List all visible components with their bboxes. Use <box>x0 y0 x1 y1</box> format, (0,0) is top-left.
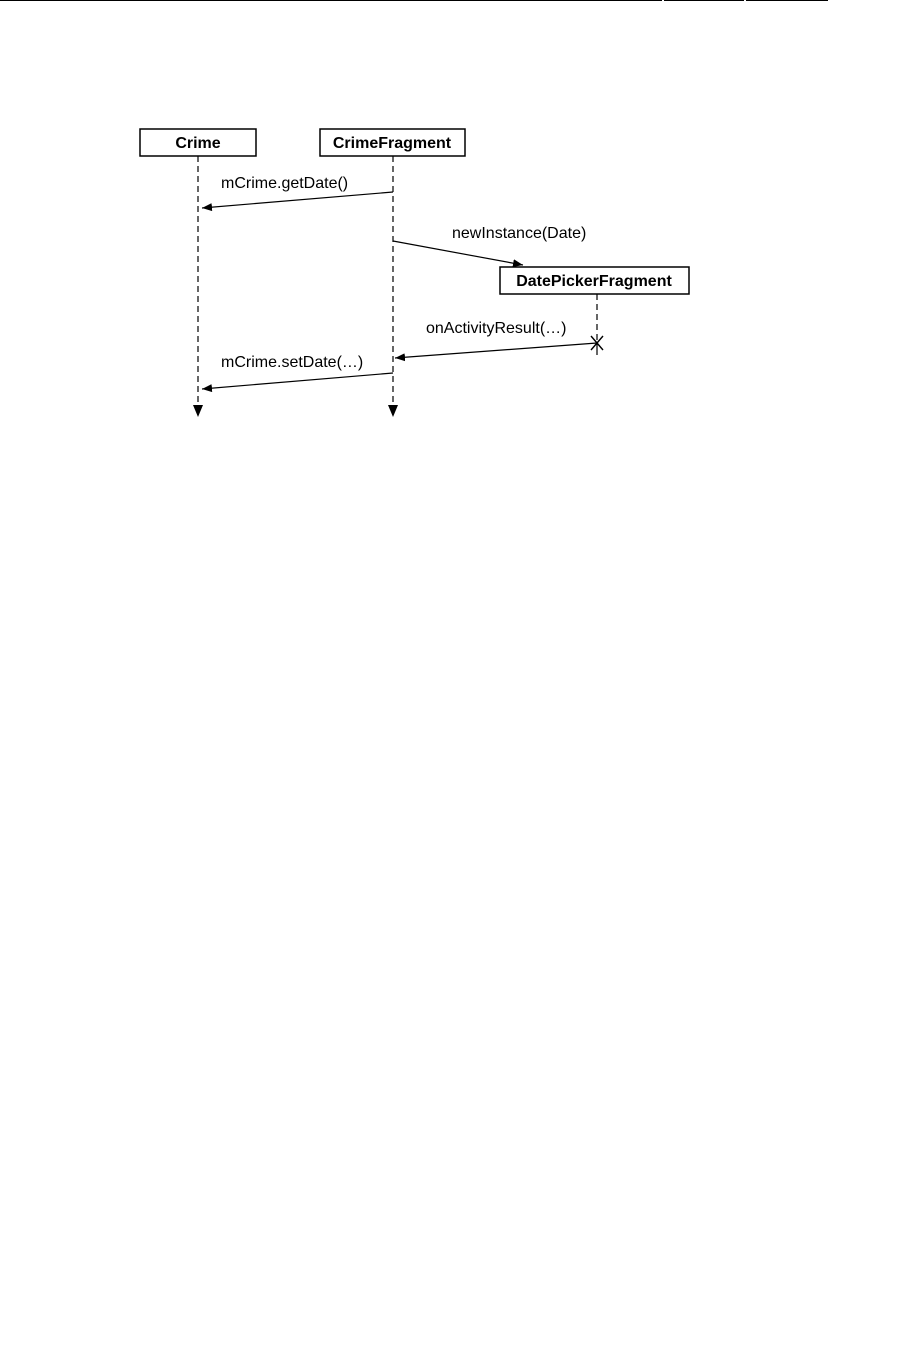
object-crime <box>140 129 256 156</box>
object-crime-fragment-label: CrimeFragment <box>332 135 452 152</box>
object-crime-fragment <box>320 129 465 156</box>
message-get-date <box>202 175 393 208</box>
message-set-date-label: mCrime.setDate(…) <box>221 354 364 371</box>
message-on-activity-result <box>395 320 597 358</box>
message-new-instance-label: newInstance(Date) <box>452 225 587 242</box>
lifeline-crime-fragment <box>388 156 398 417</box>
object-date-picker-fragment <box>500 267 689 294</box>
object-date-picker-fragment-label: DatePickerFragment <box>516 273 672 290</box>
object-crime-label: Crime <box>175 135 221 152</box>
message-get-date-label: mCrime.getDate() <box>221 175 349 192</box>
message-set-date <box>202 354 393 389</box>
message-new-instance <box>393 225 586 265</box>
lifeline-crime <box>193 156 203 417</box>
message-on-activity-result-label: onActivityResult(…) <box>426 320 567 337</box>
